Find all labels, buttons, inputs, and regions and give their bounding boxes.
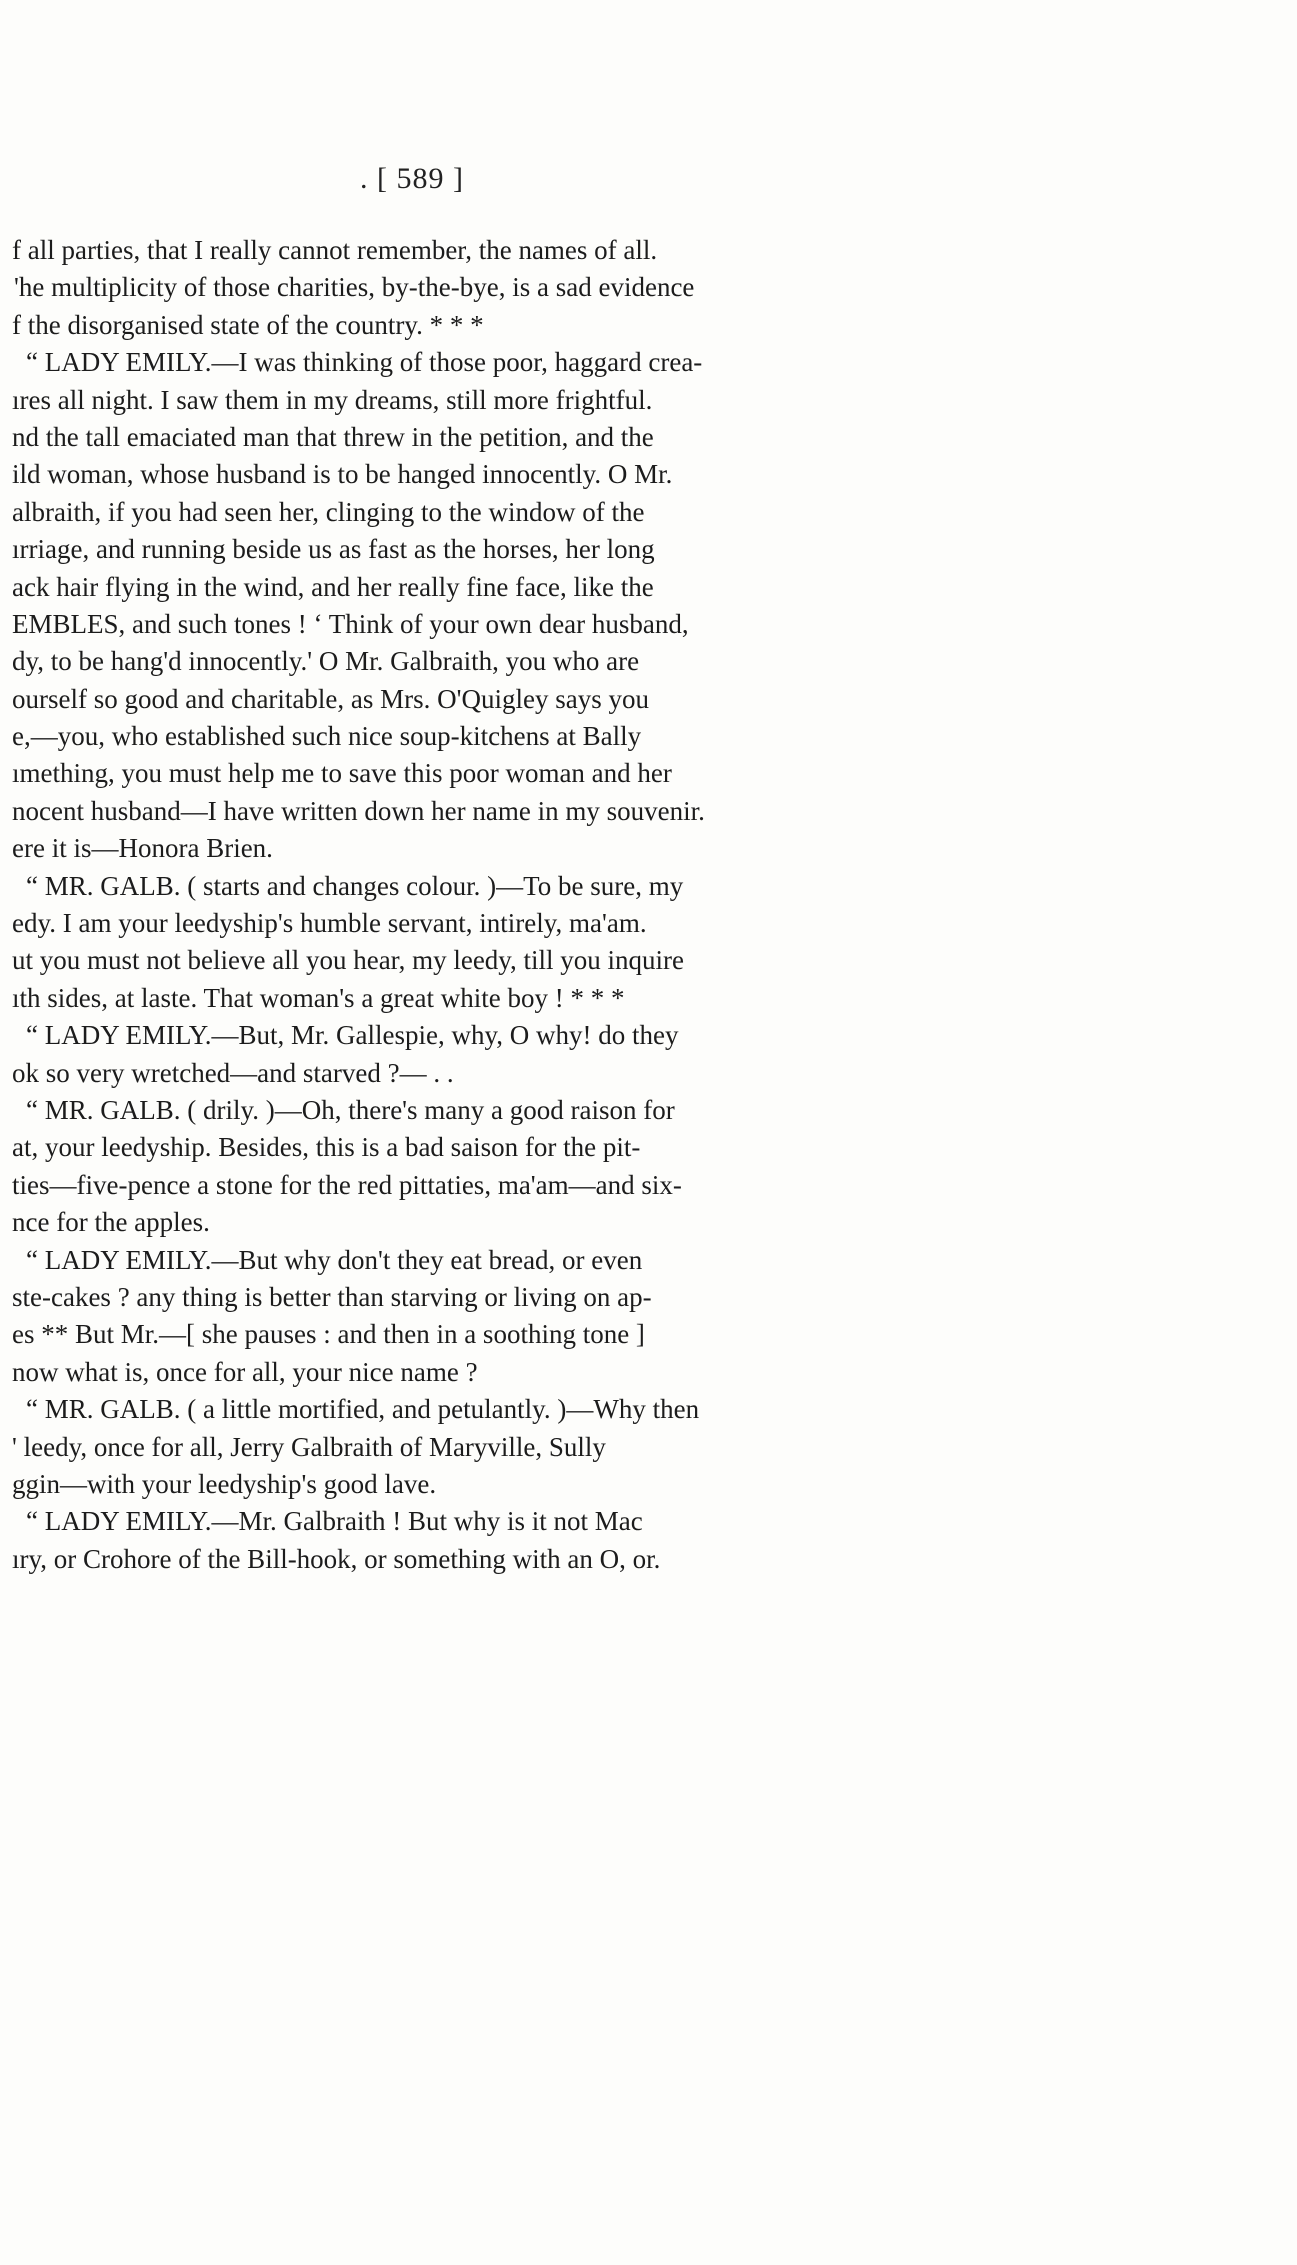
text-line: “ LADY EMILY.—But, Mr. Gallespie, why, O why! do they xyxy=(26,1020,679,1051)
text-line: ste-cakes ? any thing is better than starving or living on ap- xyxy=(12,1281,652,1312)
text-line: “ LADY EMILY.—I was thinking of those poor, haggard crea- xyxy=(26,347,703,378)
text-line: “ LADY EMILY.—Mr. Galbraith ! But why is it not Mac xyxy=(26,1506,643,1537)
text-line: “ LADY EMILY.—But why don't they eat bread, or even xyxy=(26,1244,643,1275)
text-line: f the disorganised state of the country. * * * xyxy=(12,309,484,340)
text-line: ut you must not believe all you hear, my leedy, till you inquire xyxy=(12,945,685,976)
text-line: at, your leedyship. Besides, this is a bad saison for the pit- xyxy=(12,1132,641,1163)
text-line: ıry, or Crohore of the Bill-hook, or something with an O, or. xyxy=(12,1543,661,1574)
text-line: ties—five-pence a stone for the red pittaties, ma'am—and six- xyxy=(12,1169,682,1200)
page-number: . [ 589 ] xyxy=(360,162,464,195)
text-line: 'he multiplicity of those charities, by-the-bye, is a sad evidence xyxy=(14,272,695,303)
text-line: albraith, if you had seen her, clinging to the window of the xyxy=(12,496,645,527)
text-line: edy. I am your leedyship's humble servant, intirely, ma'am. xyxy=(12,908,647,939)
text-line: nd the tall emaciated man that threw in the petition, and the xyxy=(12,421,654,452)
text-line: ack hair flying in the wind, and her really fine face, like the xyxy=(12,571,654,602)
text-line: “ MR. GALB. ( a little mortified, and petulantly. )—Why then xyxy=(26,1394,700,1425)
text-line: now what is, once for all, your nice name ? xyxy=(12,1356,478,1387)
text-line: ' leedy, once for all, Jerry Galbraith of Maryville, Sully xyxy=(12,1431,606,1462)
text-line: f all parties, that I really cannot remember, the names of all. xyxy=(12,235,658,265)
text-line: EMBLES, and such tones ! ‘ Think of your own dear husband, xyxy=(12,608,689,639)
body-text xyxy=(0,232,905,1578)
text-line: nocent husband—I have written down her name in my souvenir. xyxy=(12,795,705,826)
text-line: ıth sides, at laste. That woman's a great white boy ! * * * xyxy=(12,982,625,1013)
text-line: “ MR. GALB. ( starts and changes colour. )—To be sure, my xyxy=(26,870,684,901)
text-line: ımething, you must help me to save this poor woman and her xyxy=(12,758,672,789)
text-line: ere it is—Honora Brien. xyxy=(12,833,273,864)
text-line: “ MR. GALB. ( drily. )—Oh, there's many a good raison for xyxy=(26,1094,675,1125)
text-line: es ** But Mr.—[ she pauses : and then in a soothing tone ] xyxy=(12,1319,645,1350)
text-line: e,—you, who established such nice soup-kitchens at Bally xyxy=(12,721,642,752)
text-line: ıres all night. I saw them in my dreams, still more frightful. xyxy=(12,384,653,415)
text-line: ourself so good and charitable, as Mrs. O'Quigley says you xyxy=(12,683,649,714)
text-line: ok so very wretched—and starved ?— . . xyxy=(12,1057,454,1088)
text-line: dy, to be hang'd innocently.' O Mr. Galbraith, you who are xyxy=(12,646,640,677)
text-line: ild woman, whose husband is to be hanged innocently. O Mr. xyxy=(12,459,673,490)
text-line: ırriage, and running beside us as fast as the horses, her long xyxy=(12,534,655,565)
text-line: nce for the apples. xyxy=(12,1207,210,1238)
text-line: ggin—with your leedyship's good lave. xyxy=(12,1468,437,1499)
